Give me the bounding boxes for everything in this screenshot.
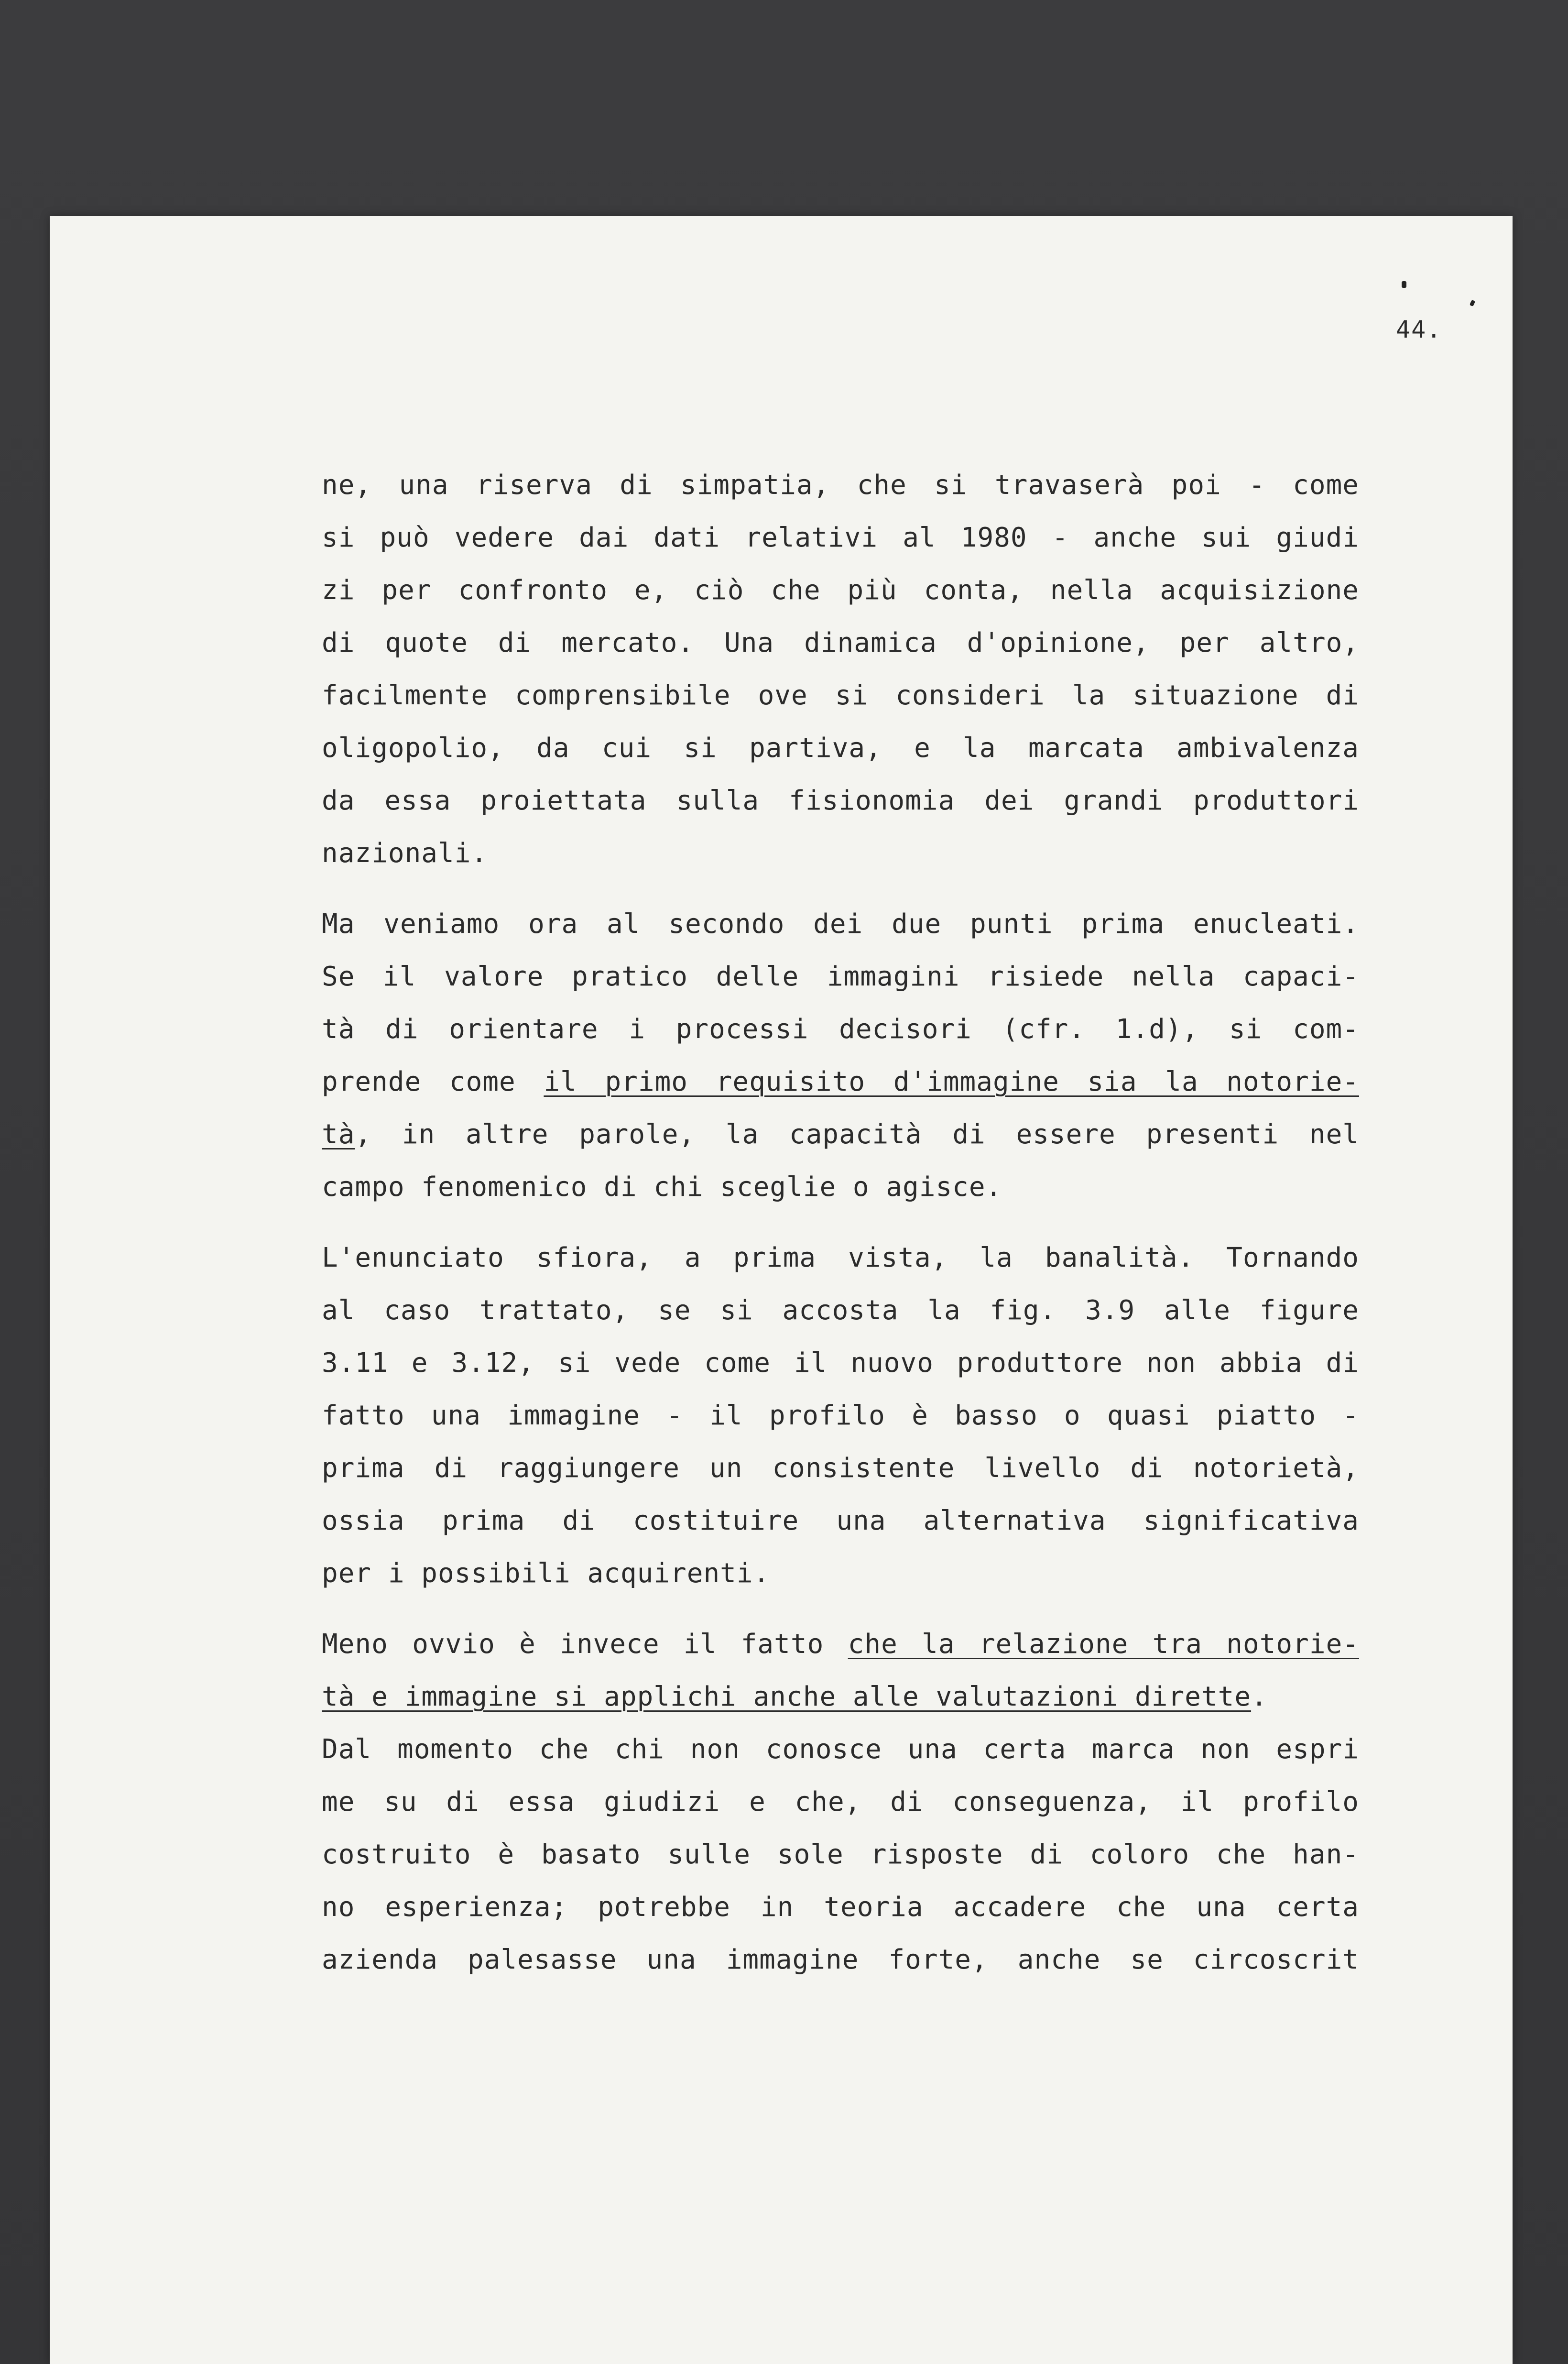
text-line bbox=[322, 1495, 1359, 1547]
text-segment: tà di orientare i processi decisori (cfr. 1.d), si com- bbox=[322, 1014, 1359, 1045]
text-line bbox=[322, 722, 1359, 775]
text-line bbox=[322, 1442, 1359, 1495]
text-segment: no esperienza; potrebbe in teoria accadere che una certa bbox=[322, 1892, 1359, 1923]
text-segment: 3.11 e 3.12, si vede come il nuovo produttore non abbia di bbox=[322, 1347, 1359, 1379]
text-segment: prende come bbox=[322, 1066, 544, 1097]
text-segment: zi per confronto e, ciò che più conta, nella acquisizione bbox=[322, 575, 1359, 606]
underlined-text: tà e immagine si applichi anche alle valutazioni dirette bbox=[322, 1681, 1252, 1712]
text-segment: Se il valore pratico delle immagini risiede nella capaci- bbox=[322, 961, 1359, 992]
text-segment: oligopolio, da cui si partiva, e la marcata ambivalenza bbox=[322, 733, 1359, 764]
text-segment: da essa proiettata sulla fisionomia dei grandi produttori bbox=[322, 785, 1359, 816]
text-segment: prima di raggiungere un consistente livello di notorietà, bbox=[322, 1453, 1359, 1484]
text-line bbox=[322, 1671, 1359, 1723]
text-segment: Meno ovvio è invece il fatto bbox=[322, 1629, 848, 1660]
text-line bbox=[322, 459, 1359, 512]
text-line bbox=[322, 1232, 1359, 1284]
text-line bbox=[322, 1337, 1359, 1390]
text-segment: Ma veniamo ora al secondo dei due punti prima enucleati. bbox=[322, 908, 1359, 940]
text-line bbox=[322, 1003, 1359, 1056]
paragraph bbox=[322, 1232, 1359, 1600]
underlined-text: tà bbox=[322, 1119, 355, 1150]
text-line bbox=[322, 1881, 1359, 1934]
text-line bbox=[322, 564, 1359, 617]
text-line bbox=[322, 1776, 1359, 1828]
text-line bbox=[322, 775, 1359, 827]
text-segment: fatto una immagine - il profilo è basso o quasi piatto - bbox=[322, 1400, 1359, 1431]
text-line bbox=[322, 1284, 1359, 1337]
ink-speck bbox=[1402, 281, 1406, 288]
body-text bbox=[322, 459, 1359, 2004]
paragraph bbox=[322, 898, 1359, 1214]
underlined-text: che la relazione tra notorie- bbox=[848, 1629, 1359, 1660]
text-segment: , in altre parole, la capacità di essere presenti nel bbox=[355, 1119, 1359, 1150]
text-segment: costruito è basato sulle sole risposte di coloro che han- bbox=[322, 1839, 1359, 1870]
text-line bbox=[322, 1828, 1359, 1881]
paragraph bbox=[322, 1618, 1359, 1986]
text-line bbox=[322, 1547, 1359, 1600]
text-line bbox=[322, 1390, 1359, 1442]
text-segment: si può vedere dai dati relativi al 1980 - anche sui giudi bbox=[322, 522, 1359, 553]
paragraph bbox=[322, 459, 1359, 880]
text-segment: . bbox=[1251, 1681, 1268, 1712]
page-number: 44. bbox=[1396, 316, 1442, 343]
text-segment: nazionali. bbox=[322, 838, 488, 869]
text-line bbox=[322, 1723, 1359, 1776]
text-segment: L'enunciato sfiora, a prima vista, la banalità. Tornando bbox=[322, 1242, 1359, 1273]
text-segment: me su di essa giudizi e che, di conseguenza, il profilo bbox=[322, 1786, 1359, 1817]
text-line bbox=[322, 1056, 1359, 1108]
text-line bbox=[322, 617, 1359, 669]
text-segment: ossia prima di costituire una alternativa significativa bbox=[322, 1505, 1359, 1536]
text-segment: di quote di mercato. Una dinamica d'opinione, per altro, bbox=[322, 627, 1359, 658]
text-segment: per i possibili acquirenti. bbox=[322, 1558, 770, 1589]
text-line bbox=[322, 669, 1359, 722]
text-line bbox=[322, 951, 1359, 1003]
text-segment: ne, una riserva di simpatia, che si travaserà poi - come bbox=[322, 470, 1359, 501]
text-segment: campo fenomenico di chi sceglie o agisce. bbox=[322, 1171, 1002, 1203]
text-line bbox=[322, 1618, 1359, 1671]
text-segment: facilmente comprensibile ove si consideri la situazione di bbox=[322, 680, 1359, 711]
text-segment: azienda palesasse una immagine forte, anche se circoscrit bbox=[322, 1944, 1359, 1975]
text-line bbox=[322, 827, 1359, 880]
text-segment: Dal momento che chi non conosce una certa marca non espri bbox=[322, 1734, 1359, 1765]
text-line bbox=[322, 512, 1359, 564]
text-line bbox=[322, 898, 1359, 951]
text-line bbox=[322, 1161, 1359, 1214]
text-segment: al caso trattato, se si accosta la fig. 3.9 alle figure bbox=[322, 1295, 1359, 1326]
underlined-text: il primo requisito d'immagine sia la notorie- bbox=[544, 1066, 1359, 1097]
text-line bbox=[322, 1934, 1359, 1986]
text-line bbox=[322, 1108, 1359, 1161]
